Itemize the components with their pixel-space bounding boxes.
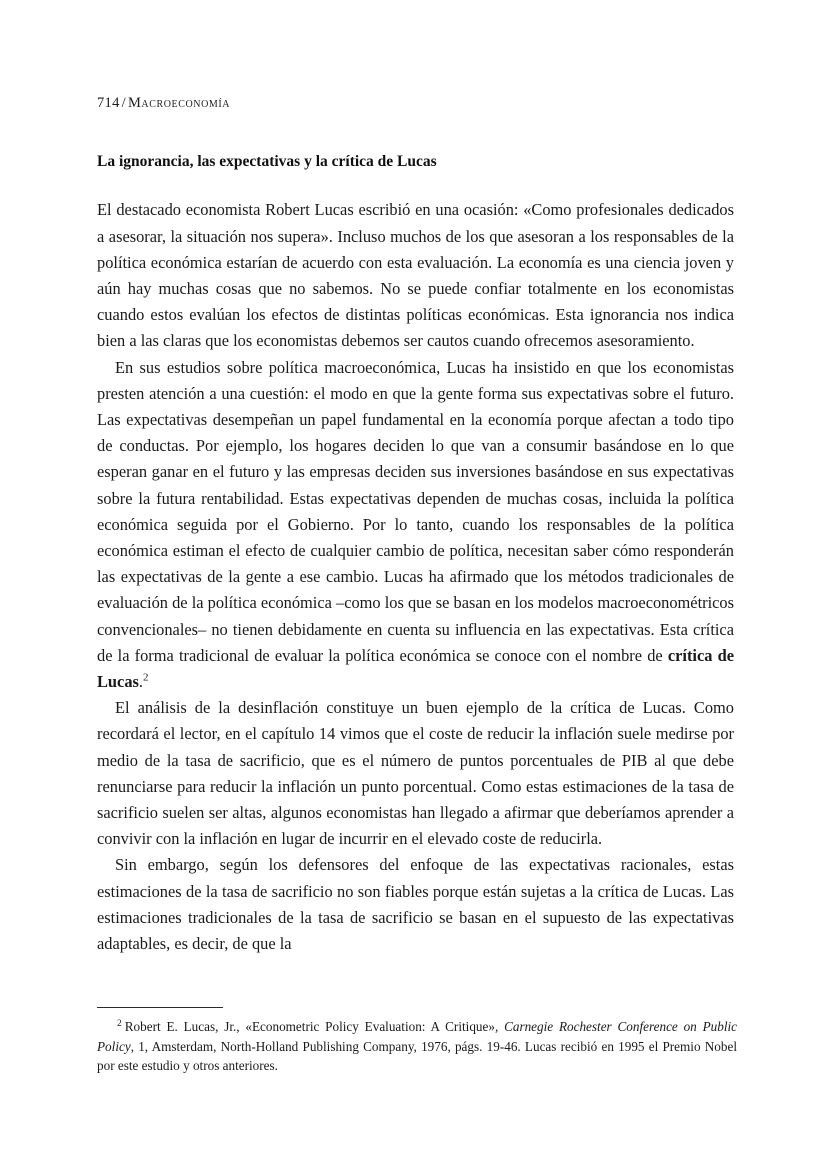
footnote-segment-2: , 1, Amsterdam, North-Holland Publishing Company, 1976, págs. 19-46. Lucas recibió en 1995 el Premio Nobel por este estudio y otros anteriores. (97, 1038, 737, 1074)
page-content (97, 95, 734, 957)
body-paragraph-2 (97, 355, 734, 696)
footnote-text (97, 1017, 737, 1076)
footnote-separator-rule (97, 1007, 223, 1008)
paragraph-2-text-tail: . (138, 672, 144, 692)
running-head-separator: / (121, 95, 126, 111)
body-paragraph-3: El análisis de la desinflación constituye un buen ejemplo de la crítica de Lucas. Como recordará el lector, en el capítulo 14 vimos que el coste de reducir la inflación suele medirse por medio de la tasa de sacrificio, que es el número de puntos porcentuales de PIB al que debe renunciarse para reducir la inflación un punto porcentual. Como estas estimaciones de la tasa de sacrificio suelen ser altas, algunos economistas han llegado a afirmar que deberíamos aprender a convivir con la inflación en lugar de incurrir en el elevado coste de reducirla. (97, 698, 734, 849)
running-head-book-title: Macroeconomía (127, 95, 231, 111)
paragraph-2-text-lead: En sus estudios sobre política macroeconómica, Lucas ha insistido en que los economistas presten atención a una cuestión: el modo en que la gente forma sus expectativas sobre el futuro. Las expectativas desempeñan un papel fundamental en la economía porque afectan a todo tipo de conductas. Por ejemplo, los hogares deciden lo que van a consumir basándose en lo que esperan ganar en el futuro y las empresas deciden sus inversiones basándose en sus expectativas sobre la futura rentabilidad. Estas expectativas dependen de muchas cosas, incluida la política económica seguida por el Gobierno. Por lo tanto, cuando los responsables de la política económica estiman el efecto de cualquier cambio de política, necesitan saber cómo responderán las expectativas de la gente a ese cambio. Lucas ha afirmado que los métodos tradicionales de evaluación de la política económica –como los que se basan en los modelos macroeconométricos convencionales– no tienen debidamente en cuenta su influencia en las expectativas. Esta crítica de la forma tradicional de evaluar la política económica se conoce con el nombre de (97, 357, 734, 665)
footnote-area (97, 1007, 737, 1076)
body-paragraph-4: Sin embargo, según los defensores del enfoque de las expectativas racionales, estas estimaciones de la tasa de sacrificio no son fiables porque están sujetas a la crítica de Lucas. Las estimaciones tradicionales de la tasa de sacrificio se basan en el supuesto de las expectativas adaptables, es decir, de que la (97, 855, 734, 954)
section-heading: La ignorancia, las expectativas y la crítica de Lucas (97, 153, 437, 170)
body-paragraph-1: El destacado economista Robert Lucas escribió en una ocasión: «Como profesionales dedicados a asesorar, la situación nos supera». Incluso muchos de los que asesoran a los responsables de la política económica estarían de acuerdo con esta evaluación. La economía es una ciencia joven y aún hay muchas cosas que no sabemos. No se puede confiar totalmente en los economistas cuando estos evalúan los efectos de distintas políticas económicas. Esta ignorancia nos indica bien a las claras que los economistas debemos ser cautos cuando ofrecemos asesoramiento. (97, 200, 734, 351)
footnote-number: 2 (117, 1018, 122, 1029)
lucas-critique-term: crítica de Lucas (97, 645, 734, 692)
footnote-reference-marker: 2 (143, 671, 149, 684)
page-folio-number: 714 (97, 95, 120, 111)
running-head (97, 95, 734, 112)
footnote-segment-1: Robert E. Lucas, Jr., «Econometric Policy Evaluation: A Critique», (124, 1019, 505, 1034)
footnote-journal-title: Carnegie Rochester Conference on Public Policy (97, 1019, 738, 1054)
